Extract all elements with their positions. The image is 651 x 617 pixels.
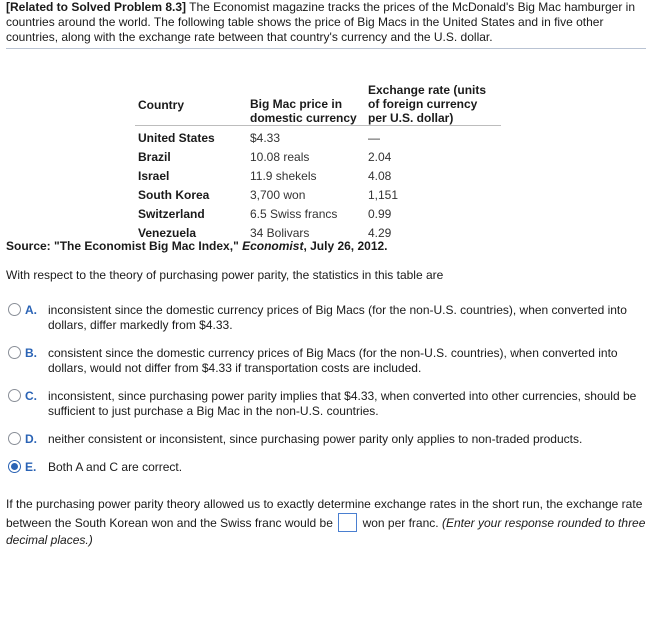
option-letter: C. — [25, 389, 37, 403]
followup-instruction: (Enter your response rounded to three decimal places.) — [6, 516, 646, 547]
source-prefix: Source: "The Economist Big Mac Index," — [6, 239, 243, 253]
option-letter: E. — [25, 460, 37, 474]
option-text: inconsistent since the domestic currency prices of Big Macs (for the non-U.S. countries), when converted into dollars, differ markedly from $4.33. — [48, 303, 627, 332]
problem-reference: [Related to Solved Problem 8.3] — [6, 0, 187, 14]
answer-options — [6, 303, 646, 488]
exchange-rate-answer-input[interactable] — [338, 513, 357, 532]
followup-question — [6, 496, 646, 549]
table-row — [135, 126, 501, 146]
price-cell: $4.33 — [250, 131, 281, 145]
question-prompt: With respect to the theory of purchasing power parity, the statistics in this table are — [6, 268, 444, 282]
table-row — [135, 221, 501, 240]
rate-cell: 1,151 — [368, 188, 399, 202]
radio-option-d[interactable] — [8, 432, 21, 445]
big-mac-table — [135, 62, 501, 240]
radio-option-a[interactable] — [8, 303, 21, 316]
country-cell: Brazil — [138, 150, 171, 164]
radio-option-b[interactable] — [8, 346, 21, 359]
country-column-header: Country — [135, 62, 247, 126]
country-cell: Venezuela — [138, 226, 197, 240]
rate-column-header: Exchange rate (units of foreign currency per U.S. dollar) — [365, 62, 501, 126]
option-text: inconsistent, since purchasing power parity implies that $4.33, when converted into other currencies, should be sufficient to just purchase a Big Mac in the non-U.S. countries. — [48, 389, 637, 418]
option-letter: D. — [25, 432, 37, 446]
table-row — [135, 183, 501, 202]
table-row — [135, 164, 501, 183]
problem-intro — [6, 0, 646, 49]
option-e[interactable] — [6, 460, 646, 475]
option-text: consistent since the domestic currency prices of Big Macs (for the non-U.S. countries), when converted into dollars, would not differ from $4.33 if transportation costs are included. — [48, 346, 618, 375]
country-cell: United States — [138, 131, 215, 145]
table-row — [135, 145, 501, 164]
country-cell: Switzerland — [138, 207, 205, 221]
option-a[interactable] — [6, 303, 646, 333]
table-header-row — [135, 62, 501, 126]
rate-cell: 2.04 — [368, 150, 392, 164]
table-source — [6, 239, 388, 253]
price-cell: 11.9 shekels — [250, 169, 317, 183]
option-letter: A. — [25, 303, 37, 317]
option-text: Both A and C are correct. — [48, 460, 183, 474]
problem-intro-text: The Economist magazine tracks the prices of the McDonald's Big Mac hamburger in countries around the world. The following table shows the price of Big Macs in the United States and in five other countries, along with the exchange rate between that country's currency and the U.S. dollar. — [6, 0, 635, 44]
option-letter: B. — [25, 346, 37, 360]
option-text: neither consistent or inconsistent, since purchasing power parity only applies to non-traded products. — [48, 432, 583, 446]
country-cell: South Korea — [138, 188, 210, 202]
option-d[interactable] — [6, 432, 646, 447]
price-column-header: Big Mac price in domestic currency — [247, 62, 365, 126]
radio-option-e-selected[interactable] — [8, 460, 21, 473]
rate-cell: 4.08 — [368, 169, 392, 183]
country-cell: Israel — [138, 169, 170, 183]
followup-text-after: won per franc. — [359, 516, 442, 530]
rate-cell: 4.29 — [368, 226, 392, 240]
rate-cell: — — [368, 131, 380, 145]
rate-cell: 0.99 — [368, 207, 392, 221]
price-cell: 6.5 Swiss francs — [250, 207, 338, 221]
followup-text-before: If the purchasing power parity theory allowed us to exactly determine exchange rates in the short run, the exchange rate between the South Korean won and the Swiss franc would be — [6, 497, 643, 530]
radio-option-c[interactable] — [8, 389, 21, 402]
price-cell: 3,700 won — [250, 188, 306, 202]
table-row — [135, 202, 501, 221]
option-b[interactable] — [6, 346, 646, 376]
source-publication: Economist — [242, 239, 304, 253]
source-suffix: , July 26, 2012. — [303, 239, 388, 253]
price-cell: 34 Bolivars — [250, 226, 310, 240]
option-c[interactable] — [6, 389, 646, 419]
price-cell: 10.08 reals — [250, 150, 310, 164]
